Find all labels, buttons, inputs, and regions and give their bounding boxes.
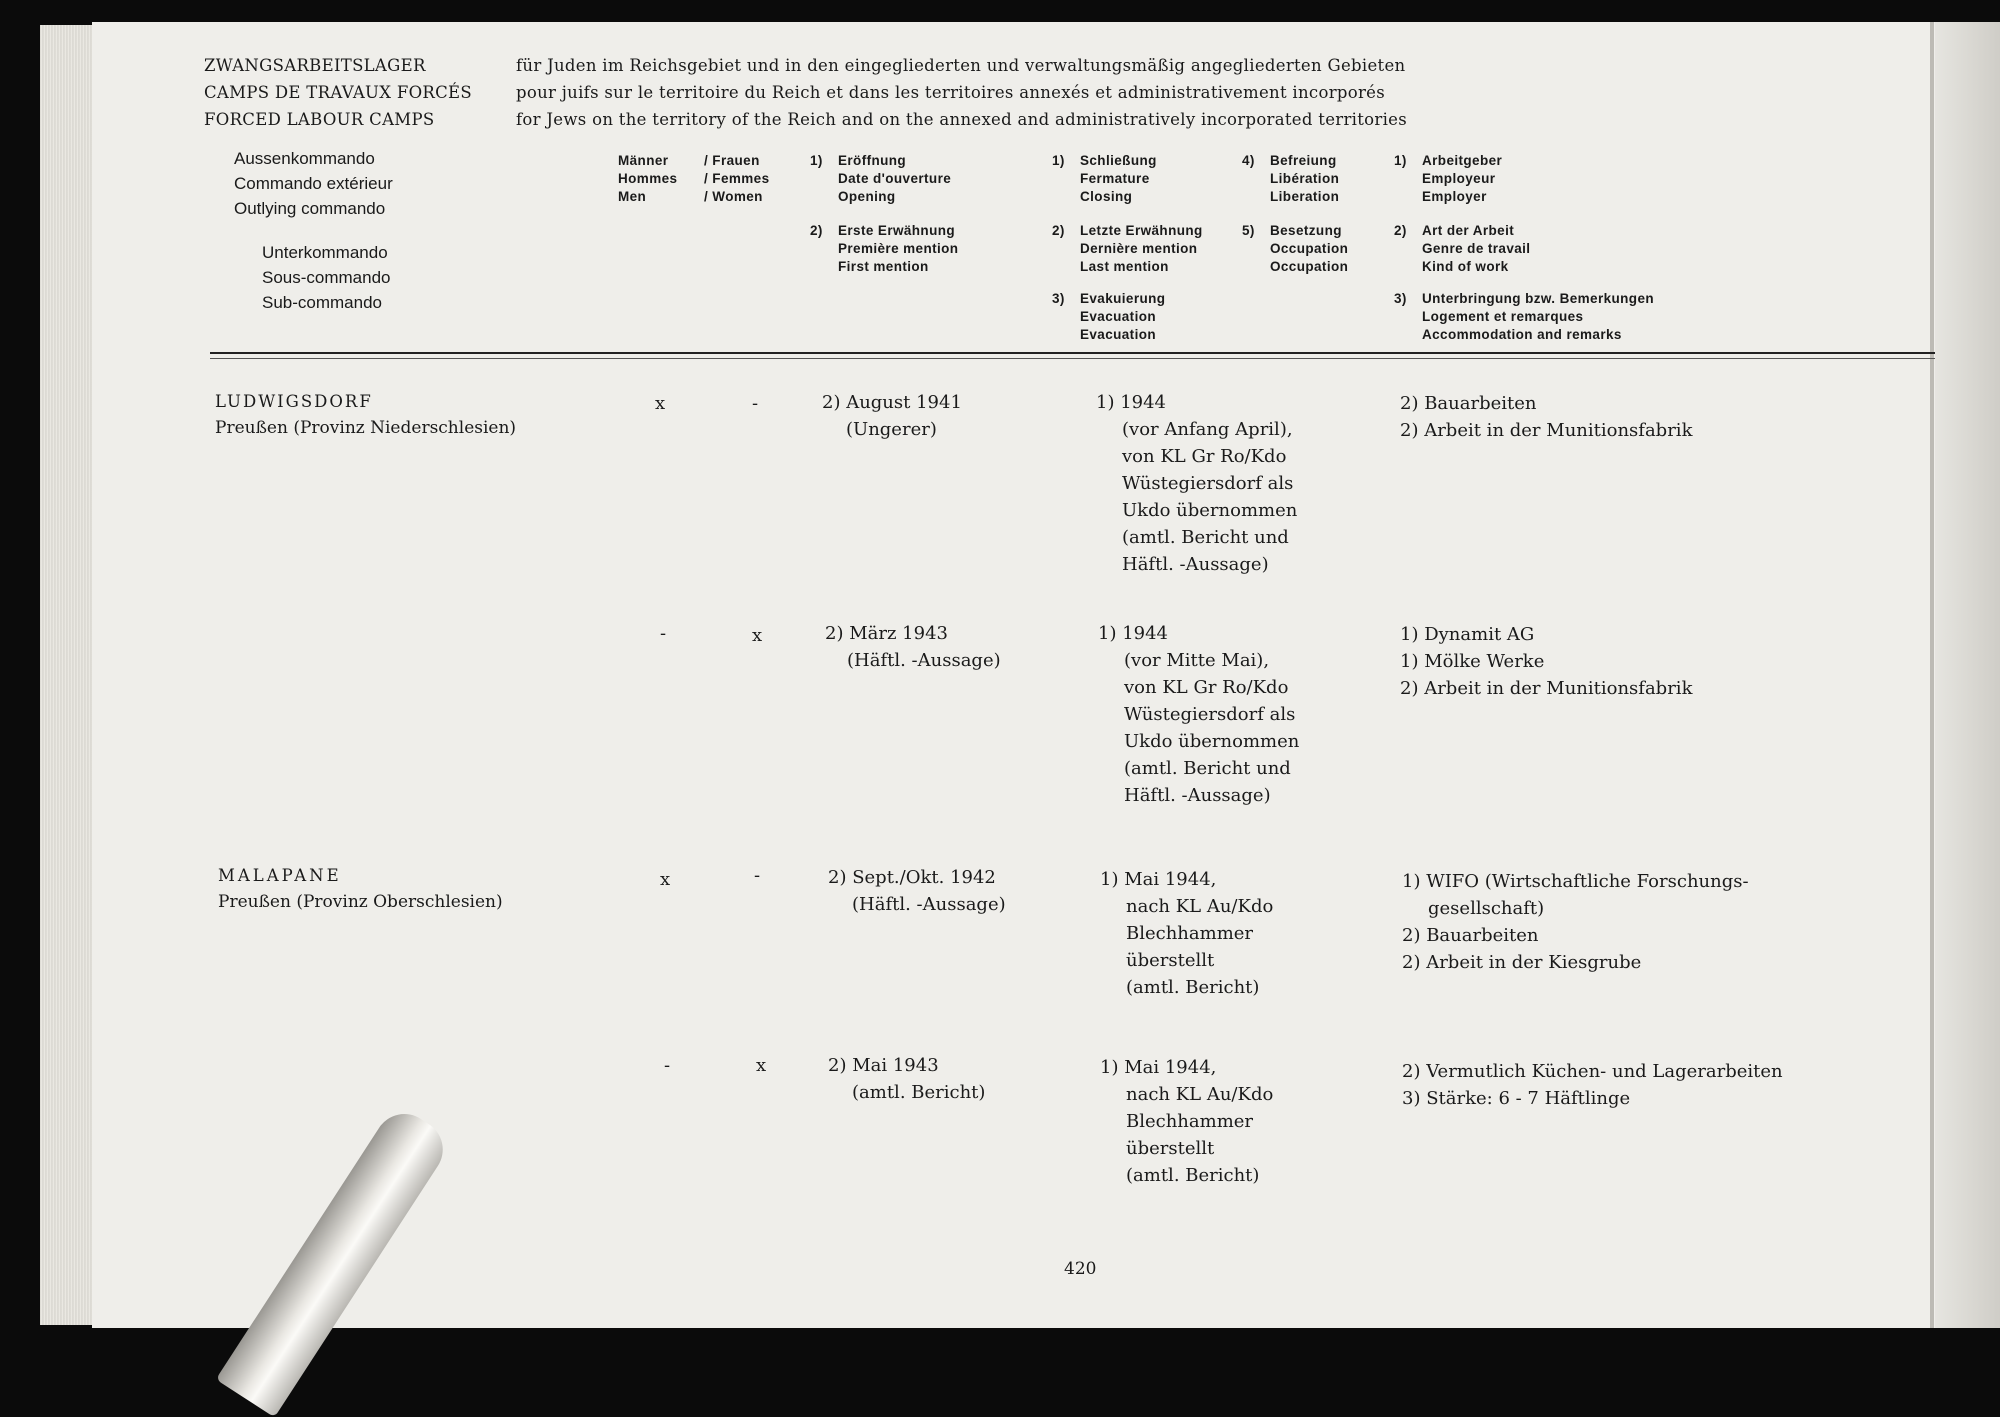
page-number: 420 [1064, 1259, 1097, 1279]
opening-info: 2) August 1941 (Ungerer) [822, 392, 962, 440]
camp-region: Preußen (Provinz Oberschlesien) [218, 892, 503, 912]
subtitle-line: for Jews on the territory of the Reich and on the annexed and administratively incorporated territories [516, 110, 1407, 129]
men-mark: x [655, 393, 666, 414]
closing-info: 1) Mai 1944, nach KL Au/Kdo Blechhammer überstellt (amtl. Bericht) [1100, 869, 1274, 998]
legend-num: 2) [1052, 223, 1065, 238]
work-info: 2) Vermutlich Küchen- und Lagerarbeiten 3) Stärke: 6 - 7 Häftlinge [1402, 1061, 1783, 1109]
legend-num: 1) [1052, 153, 1065, 168]
work-info: 1) Dynamit AG 1) Mölke Werke 2) Arbeit in der Munitionsfabrik [1400, 624, 1693, 699]
legend-num: 3) [1052, 291, 1065, 306]
subtitle-line: pour juifs sur le territoire du Reich et dans les territoires annexés et administrativement incorporés [516, 83, 1386, 102]
title-line: ZWANGSARBEITSLAGER [204, 56, 426, 75]
opening-info: 2) Sept./Okt. 1942 (Häftl. -Aussage) [828, 867, 1006, 915]
legend-num: 1) [810, 153, 823, 168]
closing-info: 1) 1944 (vor Mitte Mai), von KL Gr Ro/Kdo Wüstegiersdorf als Ukdo übernommen (amtl. Bericht und Häftl. -Aussage) [1098, 623, 1300, 806]
legend-num: 4) [1242, 153, 1255, 168]
header-divider-thin [210, 358, 1935, 359]
women-mark: x [752, 625, 763, 646]
subtitle-line: für Juden im Reichsgebiet und in den eingegliederten und verwaltungsmäßig angegliederten Gebieten [516, 56, 1406, 75]
legend-sex-men: Männer Hommes Men [618, 153, 678, 204]
women-mark: - [752, 393, 759, 414]
legend-liberation: Befreiung Libération Liberation [1270, 153, 1340, 204]
legend-sex-women: / Frauen / Femmes / Women [704, 153, 770, 204]
legend-num: 2) [810, 223, 823, 238]
legend-kind-of-work: Art der Arbeit Genre de travail Kind of work [1422, 223, 1531, 274]
legend-first-mention: Erste Erwähnung Première mention First mention [838, 223, 959, 274]
title-block [204, 52, 472, 133]
legend-occupation: Besetzung Occupation Occupation [1270, 223, 1349, 274]
header-divider [210, 352, 1935, 354]
women-mark: x [756, 1055, 767, 1076]
legend-num: 3) [1394, 291, 1407, 306]
legend-evacuation: Evakuierung Evacuation Evacuation [1080, 291, 1166, 342]
unterkommando-label: Unterkommando Sous-commando Sub-commando [262, 243, 391, 312]
legend-closing: Schließung Fermature Closing [1080, 153, 1157, 204]
closing-info: 1) 1944 (vor Anfang April), von KL Gr Ro/Kdo Wüstegiersdorf als Ukdo übernommen (amtl. Bericht und Häftl. -Aussage) [1096, 392, 1298, 575]
camp-name: MALAPANE [218, 866, 342, 885]
facing-page-edge [1935, 22, 2000, 1328]
legend-num: 2) [1394, 223, 1407, 238]
work-info: 2) Bauarbeiten 2) Arbeit in der Munitionsfabrik [1400, 393, 1693, 441]
camp-region: Preußen (Provinz Niederschlesien) [215, 418, 517, 438]
closing-info: 1) Mai 1944, nach KL Au/Kdo Blechhammer überstellt (amtl. Bericht) [1100, 1057, 1274, 1186]
legend-employer: Arbeitgeber Employeur Employer [1422, 153, 1503, 204]
subtitle-block [516, 52, 1407, 133]
opening-info: 2) März 1943 (Häftl. -Aussage) [825, 623, 1001, 671]
men-mark: x [660, 869, 671, 890]
opening-info: 2) Mai 1943 (amtl. Bericht) [828, 1055, 986, 1103]
legend-num: 5) [1242, 223, 1255, 238]
legend-opening: Eröffnung Date d'ouverture Opening [838, 153, 952, 204]
legend-accommodation: Unterbringung bzw. Bemerkungen Logement et remarques Accommodation and remarks [1422, 291, 1655, 342]
title-line: CAMPS DE TRAVAUX FORCÉS [204, 83, 473, 102]
men-mark: - [660, 623, 667, 644]
work-info: 1) WIFO (Wirtschaftliche Forschungs- gesellschaft) 2) Bauarbeiten 2) Arbeit in der Kiesgrube [1402, 871, 1749, 973]
legend-num: 1) [1394, 153, 1407, 168]
men-mark: - [664, 1055, 671, 1076]
title-line: FORCED LABOUR CAMPS [204, 110, 435, 129]
women-mark: - [754, 865, 761, 886]
camp-name: LUDWIGSDORF [215, 392, 373, 411]
legend-last-mention: Letzte Erwähnung Dernière mention Last mention [1080, 223, 1203, 274]
aussenkommando-label: Aussenkommando Commando extérieur Outlying commando [234, 149, 393, 218]
book-gutter [1930, 22, 1934, 1328]
